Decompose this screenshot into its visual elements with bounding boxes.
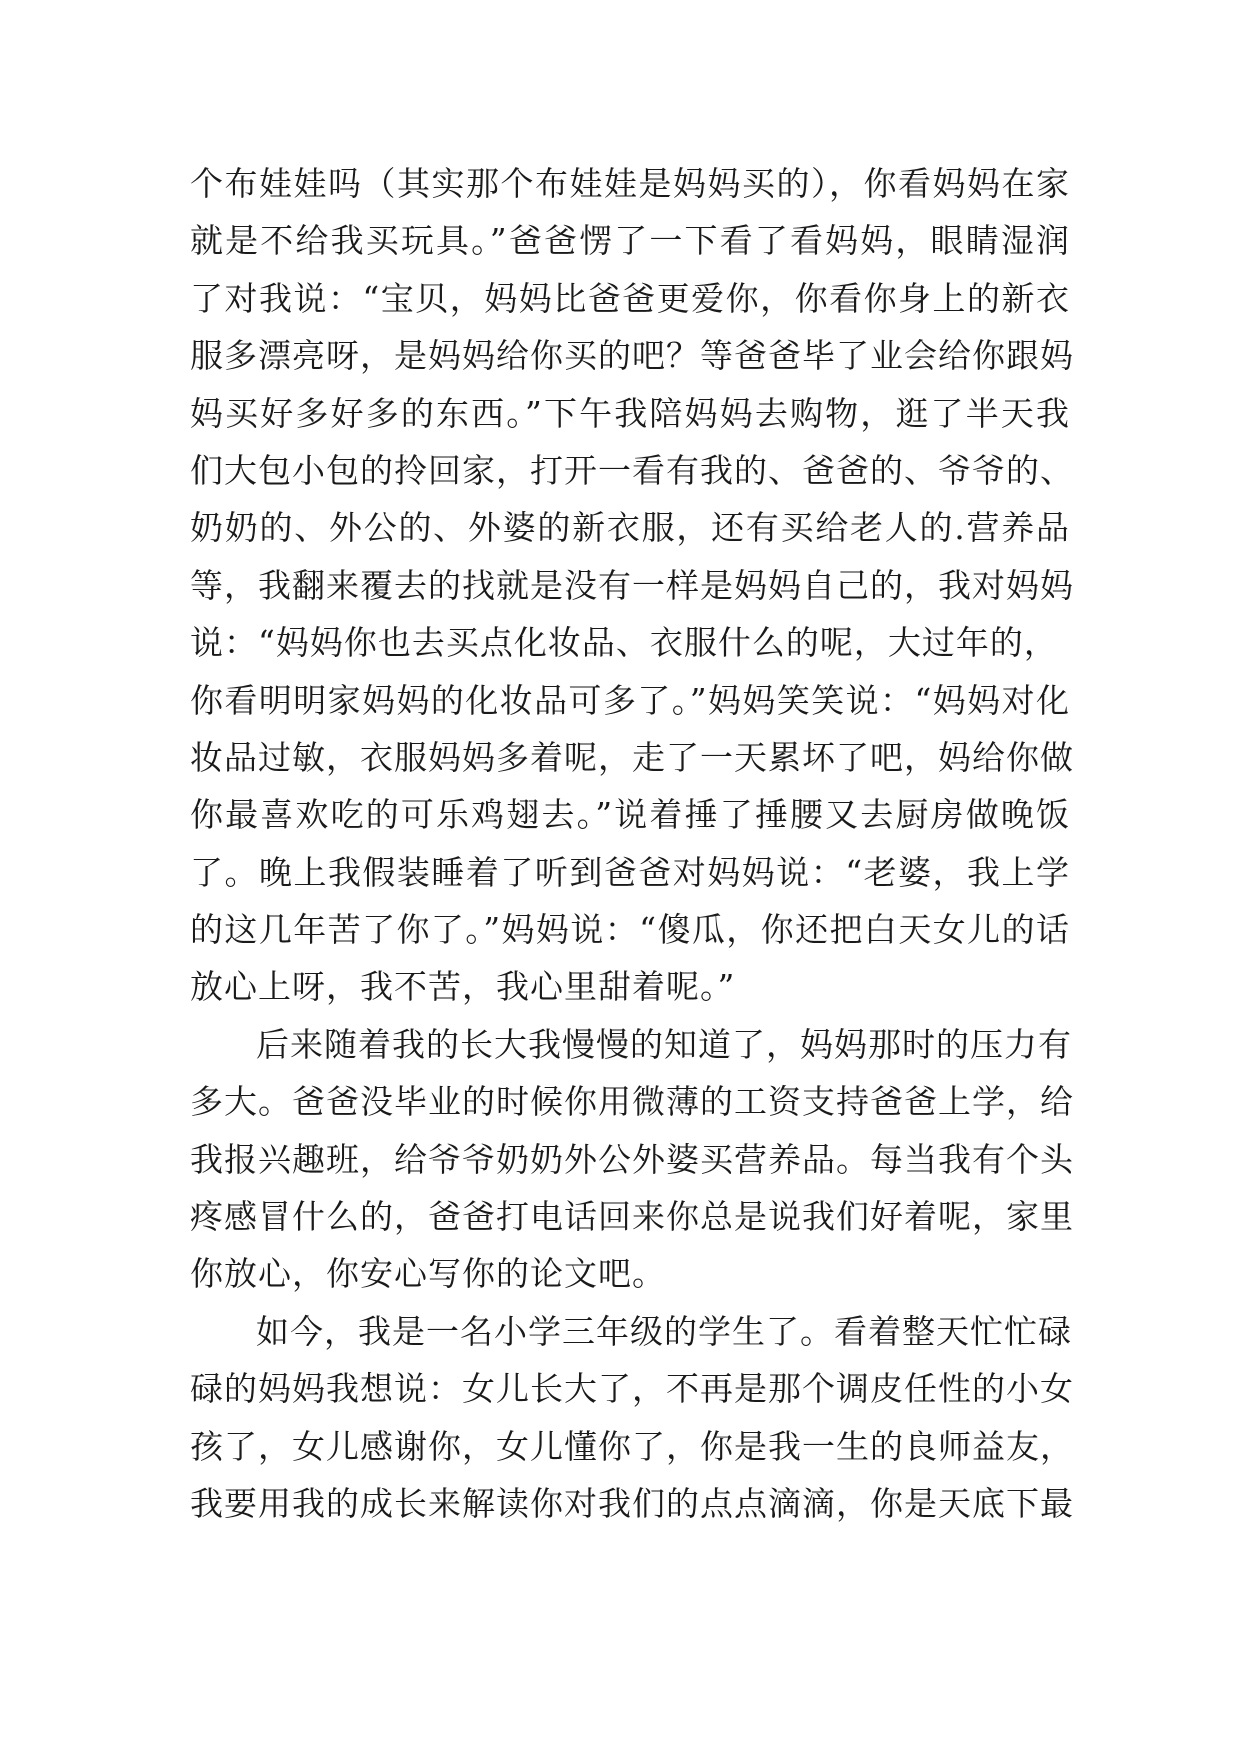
text-line: 们大包小包的拎回家，打开一看有我的、爸爸的、爷爷的、	[190, 450, 1074, 490]
text-line: 你看明明家妈妈的化妆品可多了。”妈妈笑笑说：“妈妈对化	[190, 680, 1070, 720]
text-line: 妈买好多好多的东西。”下午我陪妈妈去购物，逛了半天我	[190, 393, 1070, 433]
text-line: 奶奶的、外公的、外婆的新衣服，还有买给老人的.营养品	[190, 508, 1070, 548]
text-line: 我报兴趣班，给爷爷奶奶外公外婆买营养品。每当我有个头	[190, 1139, 1074, 1179]
body-text	[190, 155, 1074, 1532]
text-line: 放心上呀，我不苦，我心里甜着呢。”	[190, 967, 736, 1007]
text-line: 等，我翻来覆去的找就是没有一样是妈妈自己的，我对妈妈	[190, 565, 1074, 605]
text-line: 妆品过敏，衣服妈妈多着呢，走了一天累坏了吧，妈给你做	[190, 737, 1074, 777]
text-line: 了。晚上我假装睡着了听到爸爸对妈妈说：“老婆，我上学	[190, 852, 1070, 892]
text-line: 多大。爸爸没毕业的时候你用微薄的工资支持爸爸上学，给	[190, 1082, 1074, 1122]
text-line: 个布娃娃吗（其实那个布娃娃是妈妈买的），你看妈妈在家	[190, 164, 1070, 203]
text-line: 你放心，你安心写你的论文吧。	[190, 1254, 666, 1294]
text-line: 疼感冒什么的，爸爸打电话回来你总是说我们好着呢，家里	[190, 1197, 1074, 1237]
text-line: 就是不给我买玩具。”爸爸愣了一下看了看妈妈，眼睛湿润	[190, 221, 1070, 261]
text-line: 你最喜欢吃的可乐鸡翅去。”说着捶了捶腰又去厨房做晚饭	[190, 795, 1070, 835]
text-line: 如今，我是一名小学三年级的学生了。看着整天忙忙碌	[256, 1311, 1072, 1351]
text-line: 了对我说：“宝贝，妈妈比爸爸更爱你，你看你身上的新衣	[190, 278, 1070, 318]
text-line: 孩了，女儿感谢你，女儿懂你了，你是我一生的良师益友，	[190, 1426, 1074, 1466]
text-line: 后来随着我的长大我慢慢的知道了，妈妈那时的压力有	[256, 1024, 1072, 1064]
text-line: 服多漂亮呀，是妈妈给你买的吧？等爸爸毕了业会给你跟妈	[190, 336, 1074, 376]
text-line: 我要用我的成长来解读你对我们的点点滴滴，你是天底下最	[190, 1483, 1074, 1523]
text-line: 说：“妈妈你也去买点化妆品、衣服什么的呢，大过年的，	[190, 623, 1058, 663]
text-line: 的这几年苦了你了。”妈妈说：“傻瓜，你还把白天女儿的话	[190, 910, 1070, 950]
text-line: 碌的妈妈我想说：女儿长大了，不再是那个调皮任性的小女	[190, 1369, 1074, 1409]
